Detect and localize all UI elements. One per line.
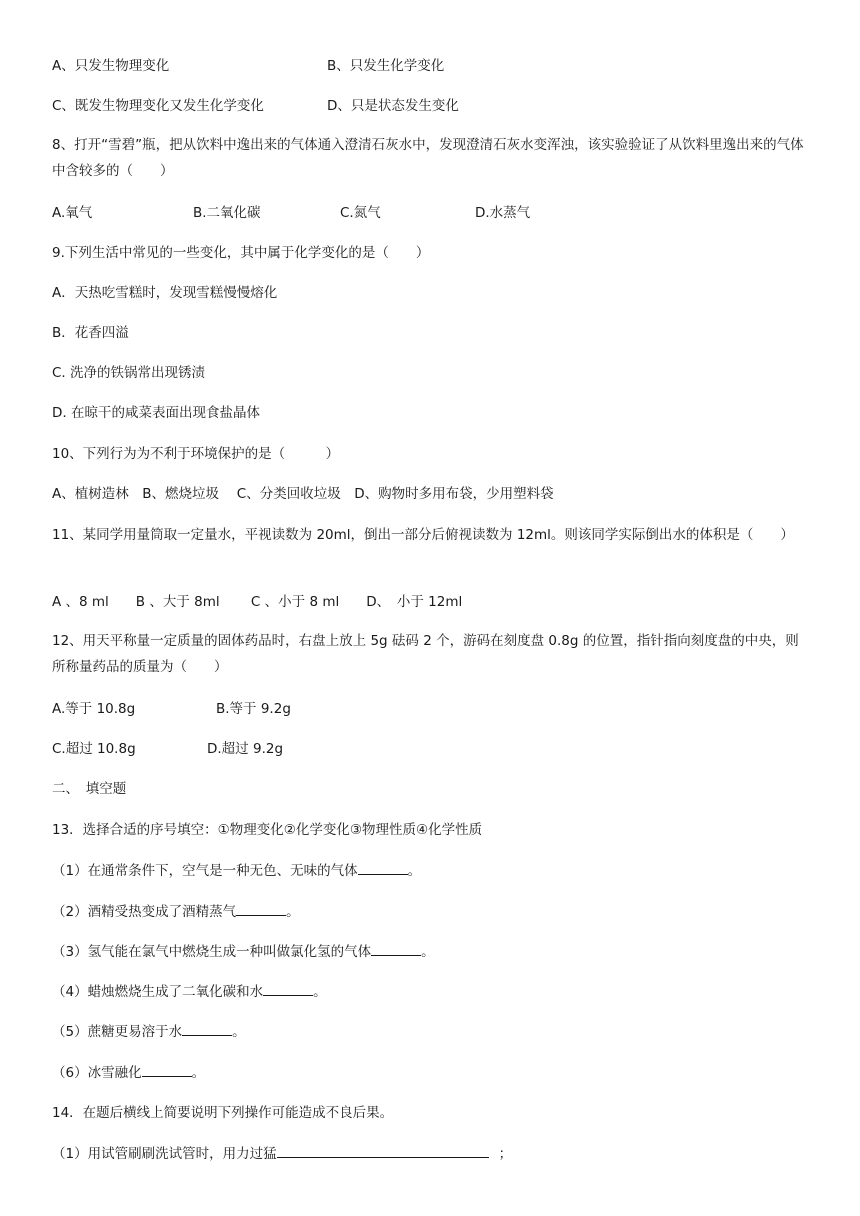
q13-item bbox=[52, 1062, 205, 1083]
q7-option-c: C、既发生物理变化又发生化学变化 bbox=[52, 98, 264, 114]
q13-stem: 13．选择合适的序号填空：①物理变化②化学变化③物理性质④化学性质 bbox=[52, 822, 483, 838]
q8-option-a: A.氧气 bbox=[52, 205, 93, 221]
section-heading: 二、 填空题 bbox=[52, 781, 127, 797]
q13-item-end: 。 bbox=[191, 1065, 206, 1081]
q12-option-d: D.超过 9.2g bbox=[207, 741, 284, 757]
answer-blank[interactable] bbox=[277, 1143, 489, 1158]
q11-options: A 、8 ml B 、大于 8ml C 、小于 8 ml D、 小于 12ml bbox=[52, 594, 463, 610]
q13-item bbox=[52, 901, 300, 922]
q9-stem: 9.下列生活中常见的一些变化，其中属于化学变化的是（ ） bbox=[52, 245, 430, 261]
q14-item-end: ； bbox=[498, 1146, 513, 1162]
q13-item-text: （6）冰雪融化 bbox=[52, 1065, 142, 1081]
q13-item-end: 。 bbox=[407, 863, 422, 879]
answer-blank[interactable] bbox=[358, 860, 408, 875]
answer-blank[interactable] bbox=[263, 981, 313, 996]
q9-option-a: A．天热吃雪糕时，发现雪糕慢慢熔化 bbox=[52, 285, 278, 301]
q8-option-c: C.氮气 bbox=[340, 205, 381, 221]
q13-item-text: （5）蔗糖更易溶于水 bbox=[52, 1024, 183, 1040]
answer-blank[interactable] bbox=[236, 901, 286, 916]
q9-option-c: C. 洗净的铁锅常出现锈渍 bbox=[52, 365, 206, 381]
q13-item bbox=[52, 941, 435, 962]
q7-option-d: D、只是状态发生变化 bbox=[327, 98, 459, 114]
q7-option-a: A、只发生物理变化 bbox=[52, 58, 170, 74]
answer-blank[interactable] bbox=[182, 1021, 232, 1036]
q13-item-text: （2）酒精受热变成了酒精蒸气 bbox=[52, 904, 237, 920]
q8-option-d: D.水蒸气 bbox=[475, 205, 531, 221]
q13-item bbox=[52, 860, 421, 881]
q8-stem: 8、打开“雪碧”瓶，把从饮料中逸出来的气体通入澄清石灰水中，发现澄清石灰水变浑浊，该实验验证了从饮料里逸出来的气体中含较多的（ ） bbox=[52, 137, 804, 179]
q12-option-a: A.等于 10.8g bbox=[52, 701, 136, 717]
q8-option-b: B.二氧化碳 bbox=[193, 205, 261, 221]
q13-item bbox=[52, 1021, 246, 1042]
q13-item-text: （4）蜡烛燃烧生成了二氧化碳和水 bbox=[52, 984, 264, 1000]
q13-item-end: 。 bbox=[313, 984, 327, 1000]
q10-options: A、植树造林 B、燃烧垃圾 C、分类回收垃圾 D、购物时多用布袋，少用塑料袋 bbox=[52, 486, 554, 502]
q11-stem: 11、某同学用量筒取一定量水，平视读数为 20ml，倒出一部分后俯视读数为 12ml。则该同学实际倒出水的体积是（ ） bbox=[52, 527, 794, 543]
q13-item-end: 。 bbox=[286, 904, 300, 920]
q12-option-b: B.等于 9.2g bbox=[216, 701, 291, 717]
q14-item-text: （1）用试管刷刷洗试管时，用力过猛 bbox=[52, 1146, 277, 1162]
q14-stem: 14．在题后横线上简要说明下列操作可能造成不良后果。 bbox=[52, 1105, 394, 1121]
q10-stem: 10、下列行为为不利于环境保护的是（ ） bbox=[52, 446, 340, 462]
q13-item-text: （1）在通常条件下，空气是一种无色、无味的气体 bbox=[52, 863, 358, 879]
q12-stem: 12、用天平称量一定质量的固体药品时，右盘上放上 5g 砝码 2 个，游码在刻度盘 0.8g 的位置，指针指向刻度盘的中央，则所称量药品的质量为（ ） bbox=[52, 633, 799, 675]
q14-item bbox=[52, 1143, 512, 1164]
q7-option-b: B、只发生化学变化 bbox=[327, 58, 445, 74]
q12-option-c: C.超过 10.8g bbox=[52, 741, 136, 757]
q13-item-end: 。 bbox=[232, 1024, 246, 1040]
q13-item-text: （3）氢气能在氯气中燃烧生成一种叫做氯化氢的气体 bbox=[52, 944, 372, 960]
answer-blank[interactable] bbox=[371, 941, 421, 956]
q9-option-b: B．花香四溢 bbox=[52, 325, 129, 341]
q13-item bbox=[52, 981, 327, 1002]
q9-option-d: D. 在晾干的咸菜表面出现食盐晶体 bbox=[52, 405, 260, 421]
answer-blank[interactable] bbox=[142, 1062, 192, 1077]
q13-item-end: 。 bbox=[421, 944, 435, 960]
